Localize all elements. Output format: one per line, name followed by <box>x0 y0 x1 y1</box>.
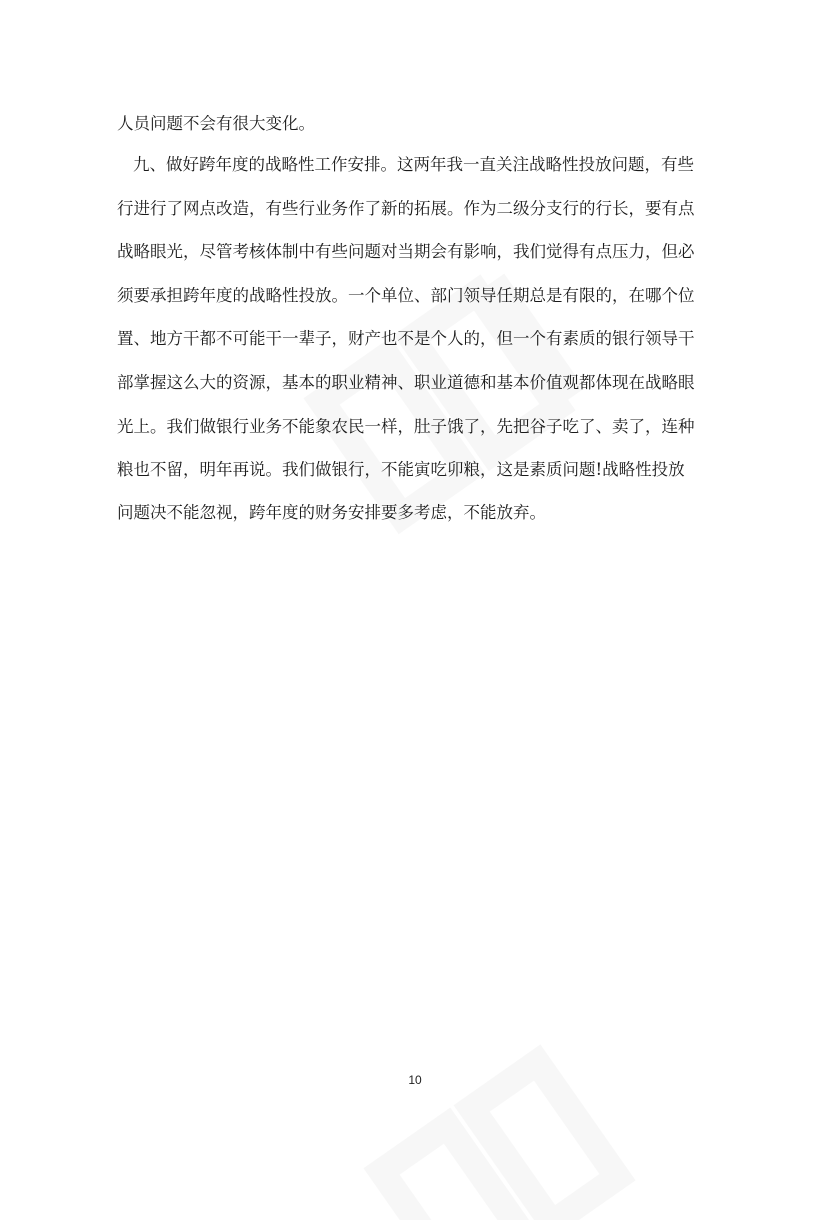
text-line: 人员问题不会有很大变化。 <box>117 114 315 133</box>
watermark-logo-bottom <box>360 1000 680 1220</box>
page-number: 10 <box>408 1073 422 1087</box>
text-line: 行进行了网点改造，有些行业务作了新的拓展。作为二级分支行的行长，要有点 <box>117 199 695 218</box>
text-line: 须要承担跨年度的战略性投放。一个单位、部门领导任期总是有限的，在哪个位 <box>117 286 695 305</box>
text-line: 部掌握这么大的资源，基本的职业精神、职业道德和基本价值观都体现在战略眼 <box>117 373 695 392</box>
text-line: 问题决不能忽视，跨年度的财务安排要多考虑，不能放弃。 <box>117 503 546 522</box>
text-line: 置、地方干都不可能干一辈子，财产也不是个人的，但一个有素质的银行领导干 <box>117 329 695 348</box>
text-line: 粮也不留，明年再说。我们做银行，不能寅吃卯粮，这是素质问题!战略性投放 <box>117 460 685 479</box>
text-line: 光上。我们做银行业务不能象农民一样，肚子饿了，先把谷子吃了、卖了，连种 <box>117 417 695 436</box>
paragraph-heading-line: 九、做好跨年度的战略性工作安排。这两年我一直关注战略性投放问题，有些 <box>133 155 694 174</box>
text-line: 战略眼光，尽管考核体制中有些问题对当期会有影响，我们觉得有点压力，但必 <box>117 242 695 261</box>
